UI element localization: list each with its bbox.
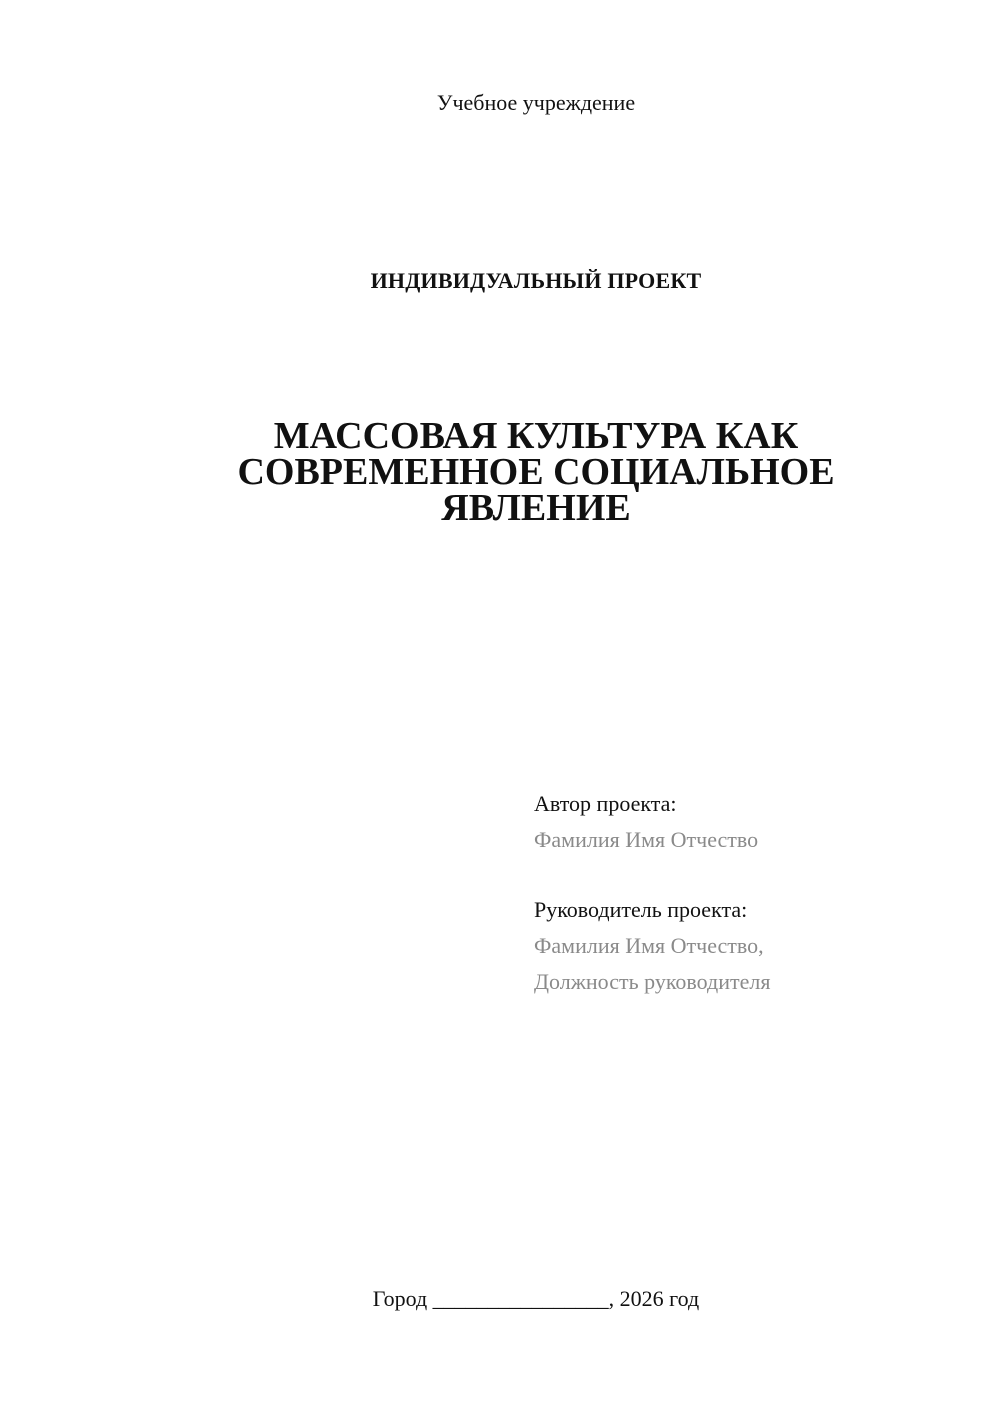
project-title-line-2: СОВРЕМЕННОЕ СОЦИАЛЬНОЕ — [237, 451, 835, 493]
project-title — [0, 415, 1000, 529]
project-title-line-3: ЯВЛЕНИЕ — [441, 487, 631, 529]
author-block — [534, 786, 758, 858]
author-label: Автор проекта: — [534, 791, 677, 816]
author-name: Фамилия Имя Отчество — [534, 827, 759, 852]
city-year-footer: Город ________________, 2026 год — [372, 1286, 700, 1311]
institution-name: Учебное учреждение — [436, 90, 636, 115]
supervisor-label: Руководитель проекта: — [534, 897, 748, 922]
supervisor-block — [534, 892, 770, 1000]
supervisor-name: Фамилия Имя Отчество, — [534, 933, 764, 958]
supervisor-position: Должность руководителя — [534, 969, 771, 994]
project-title-line-1: МАССОВАЯ КУЛЬТУРА КАК — [273, 415, 799, 457]
project-type-heading: ИНДИВИДУАЛЬНЫЙ ПРОЕКТ — [370, 268, 702, 293]
